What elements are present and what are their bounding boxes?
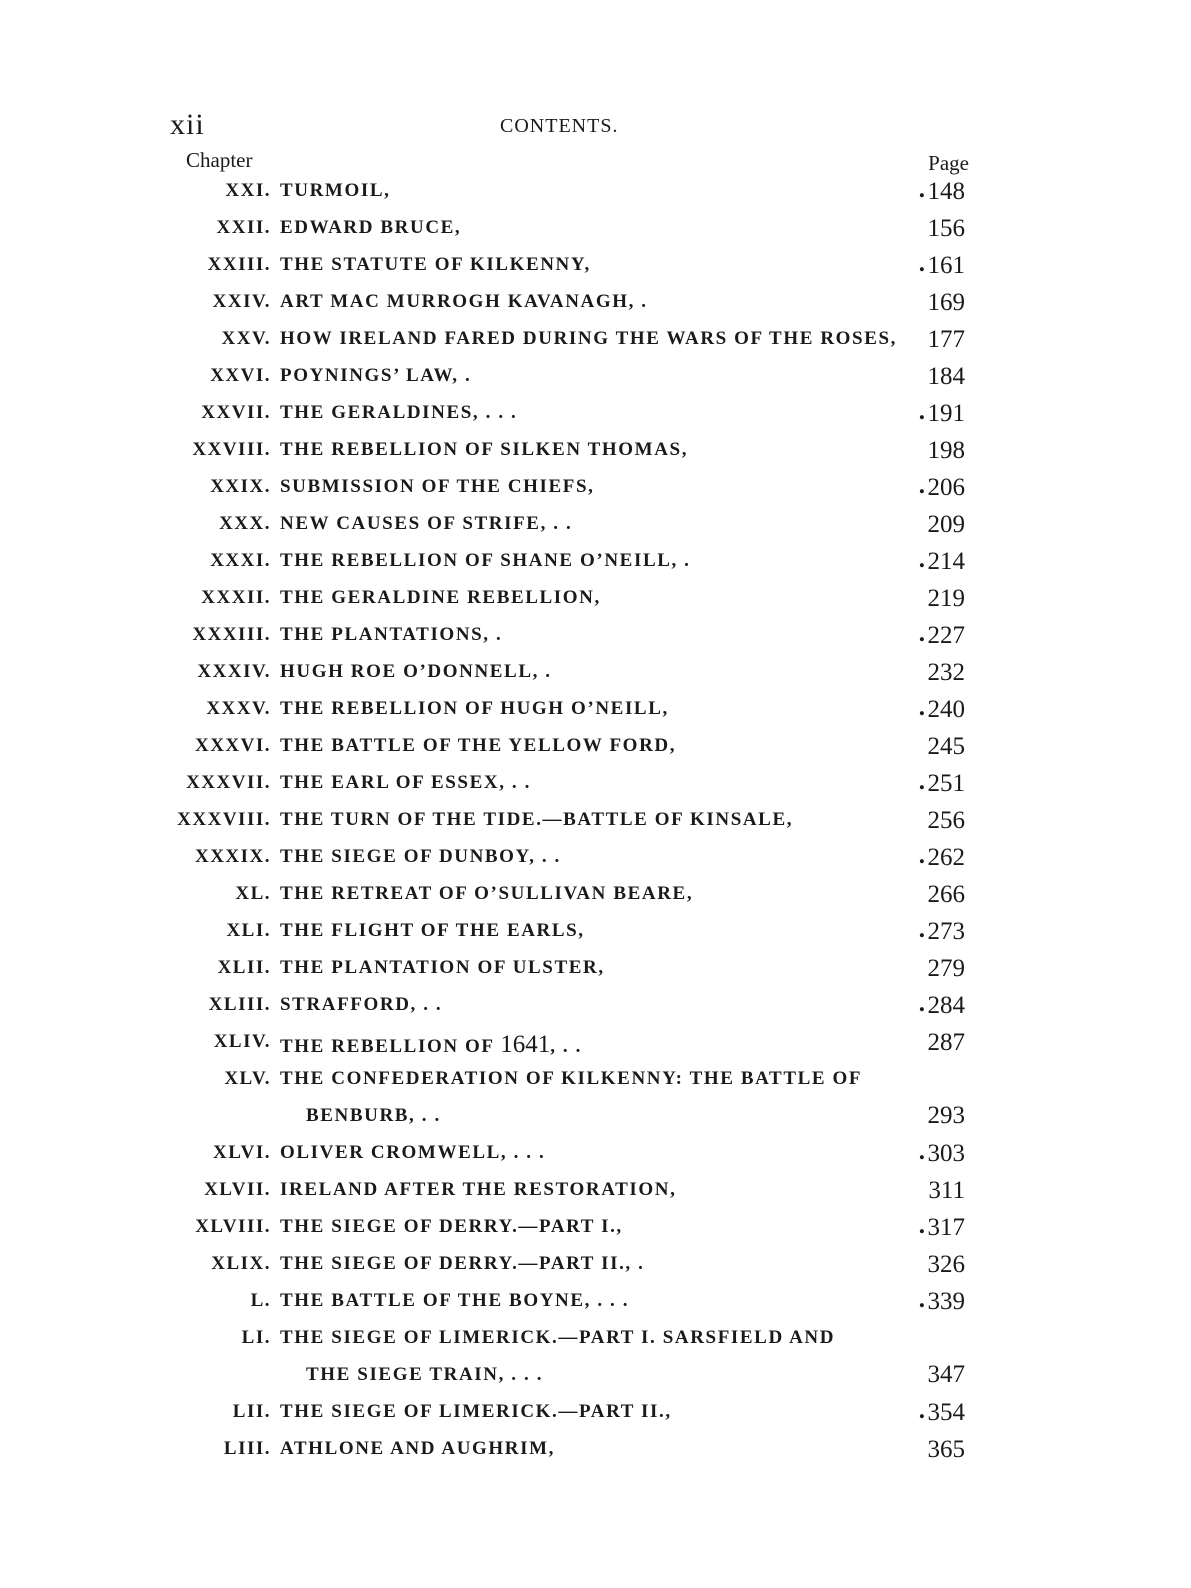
page-number: 317 [927,1214,965,1241]
chapter-number: XXXIV. [197,661,271,682]
leader-dot: . [918,842,925,869]
toc-entry [0,879,1191,916]
page-number: 161 [927,252,965,279]
toc-entry [0,324,1191,361]
chapter-number: XLIII. [208,994,271,1015]
leader-dot: . [918,250,925,277]
chapter-title: THE SIEGE OF DERRY.—PART I., [280,1216,623,1237]
page-number: 219 [927,585,965,612]
chapter-number: XLVII. [204,1179,271,1200]
chapter-number: XXVI. [210,365,271,386]
leader-dot: . [918,472,925,499]
chapter-title: THE REBELLION OF SILKEN THOMAS, [280,439,689,460]
page-number: 266 [927,881,965,908]
toc-entry [0,1249,1191,1286]
chapter-number: XLII. [217,957,271,978]
leader-dot: . [918,916,925,943]
chapter-title: THE CONFEDERATION OF KILKENNY: THE BATTLE OF [280,1068,863,1089]
chapter-number: XXXVII. [186,772,271,793]
chapter-number: XXV. [221,328,271,349]
chapter-title: THE STATUTE OF KILKENNY, [280,254,591,275]
page-number: 191 [927,400,965,427]
chapter-title: THE SIEGE OF DUNBOY, . . [280,846,561,867]
chapter-number: XXII. [216,217,271,238]
page-number: 262 [927,844,965,871]
chapter-number: XXXI. [210,550,271,571]
toc-entry [0,1027,1191,1064]
chapter-title-continued: BENBURB, . . [306,1105,441,1126]
chapter-title: THE SIEGE OF LIMERICK.—PART II., [280,1401,672,1422]
chapter-number: XXXIII. [192,624,271,645]
column-header-page: Page [928,151,969,175]
chapter-title: THE PLANTATIONS, . [280,624,503,645]
page-number: 339 [927,1288,965,1315]
chapter-title: THE GERALDINE REBELLION, [280,587,601,608]
toc-entry [0,731,1191,768]
chapter-title-continued: THE SIEGE TRAIN, . . . [306,1364,544,1385]
chapter-number: XXI. [225,180,271,201]
toc-entry [0,1175,1191,1212]
toc-entry [0,176,1191,213]
page-number: 206 [927,474,965,501]
chapter-number: XLVI. [212,1142,271,1163]
chapter-number: XXVII. [201,402,271,423]
page-number: 148 [927,178,965,205]
chapter-number: XLVIII. [195,1216,271,1237]
chapter-number: XXXV. [206,698,271,719]
chapter-title: TURMOIL, [280,180,391,201]
toc-entry [0,694,1191,731]
toc-entry [0,1397,1191,1434]
chapter-number: XLI. [226,920,271,941]
page-number: 354 [927,1399,965,1426]
toc-entry [0,398,1191,435]
chapter-title: THE SIEGE OF DERRY.—PART II., . [280,1253,645,1274]
toc-entry [0,1138,1191,1175]
chapter-number: XLIV. [213,1031,271,1052]
chapter-number: XXX. [219,513,271,534]
toc-entry [0,250,1191,287]
chapter-number: LIII. [223,1438,271,1459]
toc-list [0,176,1191,1471]
chapter-title: POYNINGS’ LAW, . [280,365,472,386]
toc-entry [0,990,1191,1027]
toc-entry [0,1434,1191,1471]
toc-entry [0,1323,1191,1397]
chapter-number: XXXVI. [194,735,271,756]
chapter-title-text: THE REBELLION OF [280,1036,501,1057]
page-number: 177 [927,326,965,353]
chapter-number: LII. [232,1401,271,1422]
page-number: 303 [927,1140,965,1167]
chapter-title: IRELAND AFTER THE RESTORATION, [280,1179,677,1200]
toc-entry [0,916,1191,953]
page-number: 245 [927,733,965,760]
toc-entry [0,1064,1191,1138]
leader-dot: . [918,1286,925,1313]
chapter-title: THE BATTLE OF THE YELLOW FORD, [280,735,677,756]
chapter-title: THE GERALDINES, . . . [280,402,518,423]
leader-dot: . [918,1212,925,1239]
running-head: CONTENTS. [500,115,619,137]
chapter-title [280,1031,582,1059]
leader-dot: . [918,1397,925,1424]
toc-entry [0,620,1191,657]
page-number: 293 [927,1102,965,1129]
toc-entry [0,361,1191,398]
chapter-title: EDWARD BRUCE, [280,217,462,238]
leader-dot: . [918,176,925,203]
chapter-title: THE SIEGE OF LIMERICK.—PART I. SARSFIELD AND [280,1327,836,1348]
toc-entry [0,287,1191,324]
chapter-title: THE REBELLION OF SHANE O’NEILL, . [280,550,691,571]
page-number: 284 [927,992,965,1019]
chapter-title: ART MAC MURROGH KAVANAGH, . [280,291,648,312]
page-number: 214 [927,548,965,575]
page-number: 326 [927,1251,965,1278]
chapter-number: XXXVIII. [177,809,271,830]
chapter-number: XL. [235,883,271,904]
toc-entry [0,768,1191,805]
page-number: 198 [927,437,965,464]
leader-dot: . [918,694,925,721]
page-number: 232 [927,659,965,686]
toc-entry [0,546,1191,583]
page-number: 311 [928,1177,965,1204]
chapter-title: THE BATTLE OF THE BOYNE, . . . [280,1290,630,1311]
page-number: 256 [927,807,965,834]
chapter-number: XXXII. [201,587,271,608]
toc-entry [0,435,1191,472]
chapter-number: XLV. [224,1068,271,1089]
toc-entry [0,842,1191,879]
chapter-number: XXIX. [210,476,271,497]
chapter-title: THE TURN OF THE TIDE.—BATTLE OF KINSALE, [280,809,794,830]
page-folio: xii [170,108,205,141]
toc-entry [0,583,1191,620]
chapter-title: OLIVER CROMWELL, . . . [280,1142,546,1163]
chapter-title: HUGH ROE O’DONNELL, . [280,661,552,682]
chapter-title: THE PLANTATION OF ULSTER, [280,957,605,978]
toc-entry [0,213,1191,250]
toc-entry [0,509,1191,546]
page-number: 169 [927,289,965,316]
chapter-title: THE FLIGHT OF THE EARLS, [280,920,585,941]
leader-dot: . [918,620,925,647]
toc-entry [0,1286,1191,1323]
toc-entry [0,805,1191,842]
page-number: 156 [927,215,965,242]
chapter-number: XLIX. [211,1253,271,1274]
page-number: 347 [927,1361,965,1388]
leader-dot: . [918,1138,925,1165]
chapter-number: XXVIII. [192,439,271,460]
page-number: 240 [927,696,965,723]
chapter-title: SUBMISSION OF THE CHIEFS, [280,476,595,497]
chapter-number: L. [250,1290,271,1311]
column-header-chapter: Chapter [186,148,253,172]
page-number: 279 [927,955,965,982]
chapter-title-year: 1641 [500,1031,551,1058]
chapter-title: ATHLONE AND AUGHRIM, [280,1438,555,1459]
leader-dot: . [918,398,925,425]
page-number: 227 [927,622,965,649]
chapter-title: STRAFFORD, . . [280,994,443,1015]
page-number: 251 [927,770,965,797]
page-number: 287 [927,1029,965,1056]
page-number: 273 [927,918,965,945]
chapter-title: NEW CAUSES OF STRIFE, . . [280,513,573,534]
leader-dot: . [918,546,925,573]
page-number: 365 [927,1436,965,1463]
page-number: 209 [927,511,965,538]
chapter-title: THE REBELLION OF HUGH O’NEILL, [280,698,669,719]
chapter-title: THE RETREAT OF O’SULLIVAN BEARE, [280,883,694,904]
chapter-number: XXXIX. [194,846,271,867]
toc-entry [0,1212,1191,1249]
chapter-number: XXIII. [207,254,271,275]
leader-dot: . [918,768,925,795]
toc-entry [0,472,1191,509]
leader-dot: . [918,990,925,1017]
chapter-title-suffix: , . . [550,1036,582,1057]
chapter-title: THE EARL OF ESSEX, . . [280,772,531,793]
toc-entry [0,953,1191,990]
chapter-title: HOW IRELAND FARED DURING THE WARS OF THE ROSES, [280,328,897,349]
chapter-number: LI. [241,1327,271,1348]
page-number: 184 [927,363,965,390]
toc-entry [0,657,1191,694]
chapter-number: XXIV. [212,291,271,312]
